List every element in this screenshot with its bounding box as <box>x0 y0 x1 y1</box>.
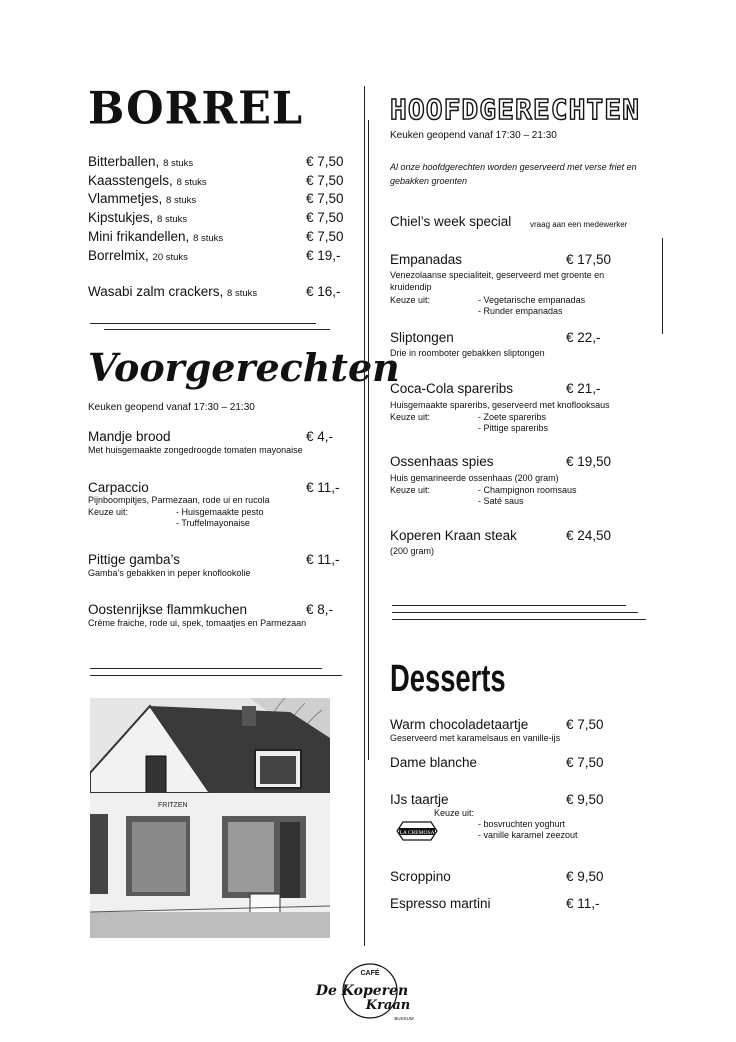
logo-line2: Kraan <box>365 998 411 1013</box>
item-name: Sliptongen <box>390 330 454 345</box>
sign-text: FRITZEN <box>158 802 188 809</box>
item-price: € 21,- <box>566 381 601 396</box>
borrel-item <box>88 191 348 209</box>
item-price: € 7,50 <box>306 173 344 188</box>
logo-cafe: CAFÉ <box>360 970 380 977</box>
item-name: Scroppino <box>390 869 451 884</box>
item-price: € 7,50 <box>566 755 604 770</box>
item-name: Pittige gamba’s <box>88 552 181 567</box>
desserts-title: Desserts <box>390 658 506 700</box>
item-name: IJs taartje <box>390 792 449 807</box>
item-name: Warm chocoladetaartje <box>390 717 529 732</box>
item-name: Koperen Kraan steak <box>390 528 517 543</box>
divider <box>392 605 626 606</box>
choice-option: - Runder empanadas <box>478 306 563 316</box>
item-note: 8 stuks <box>157 214 188 225</box>
borrel-item <box>88 173 348 191</box>
borrel-item <box>88 210 348 228</box>
item-name: Borrelmix, <box>88 248 149 263</box>
item-price: € 11,- <box>306 480 340 495</box>
item-name: Carpaccio <box>88 480 149 495</box>
voorgerechten-subtitle: Keuken geopend vanaf 17:30 – 21:30 <box>88 402 255 413</box>
item-price: € 9,50 <box>566 869 604 884</box>
item-description: Huis gemarineerde ossenhaas (200 gram) <box>390 473 559 483</box>
item-name: Kipstukjes, <box>88 210 154 225</box>
item-description: Crème fraiche, rode ui, spek, tomaatjes en Parmezaan <box>88 618 307 628</box>
item-description: Geserveerd met karamelsaus en vanille-ijs <box>390 733 561 743</box>
item-name: Mini frikandellen, <box>88 229 190 244</box>
choice-label: Keuze uit: <box>88 507 129 517</box>
choice-label: Keuze uit: <box>434 808 475 818</box>
choice-label: Keuze uit: <box>390 295 431 305</box>
item-price: € 8,- <box>306 602 334 617</box>
item-name: Coca-Cola spareribs <box>390 381 514 396</box>
item-description: Venezolaanse specialiteit, geserveerd met groente en kruidendip <box>390 270 605 292</box>
borrel-item <box>88 248 348 266</box>
item-name: Wasabi zalm crackers, <box>88 284 224 299</box>
choice-option: - Champignon roomsaus <box>478 485 577 495</box>
item-price: € 16,- <box>306 284 341 299</box>
column-divider <box>368 120 369 760</box>
divider <box>90 668 322 669</box>
item-note: 8 stuks <box>193 233 224 244</box>
divider <box>392 619 646 620</box>
item-note: 8 stuks <box>176 177 207 188</box>
item-description: Pijnboompitjes, Parmezaan, rode ui en rucola <box>88 495 270 505</box>
choice-option: - Truffelmayonaise <box>176 518 250 528</box>
choice-option: - Pittige spareribs <box>478 423 549 433</box>
item-name: Mandje brood <box>88 429 171 444</box>
item-price: € 4,- <box>306 429 334 444</box>
borrel-item <box>88 284 348 302</box>
divider <box>392 612 638 613</box>
divider <box>90 675 342 676</box>
badge-text: LA CREMOSA <box>399 830 435 836</box>
item-note: 20 stuks <box>152 252 188 263</box>
logo-place: BUSSUM <box>394 1016 414 1021</box>
borrel-title: BORREL <box>88 82 304 136</box>
item-name: Kaasstengels, <box>88 173 173 188</box>
item-price: € 19,50 <box>566 454 612 469</box>
borrel-item <box>88 229 348 247</box>
choice-option: - Huisgemaakte pesto <box>176 507 264 517</box>
item-description: Met huisgemaakte zongedroogde tomaten mayonaise <box>88 445 303 455</box>
item-name: Dame blanche <box>390 755 478 770</box>
item-price: € 7,50 <box>566 717 604 732</box>
item-price: € 7,50 <box>306 210 344 225</box>
item-price: € 11,- <box>566 896 600 911</box>
special-name: Chiel’s week special <box>390 214 512 229</box>
cafe-building-photo <box>90 698 330 938</box>
item-description: Drie in roomboter gebakken sliptongen <box>390 348 545 358</box>
choice-option: - Vegetarische empanadas <box>478 295 586 305</box>
item-note: 8 stuks <box>227 288 258 299</box>
item-price: € 7,50 <box>306 191 344 206</box>
hoofdgerechten-subtitle: Keuken geopend vanaf 17:30 – 21:30 <box>390 130 557 141</box>
cafe-logo <box>312 958 424 1024</box>
borrel-item <box>88 154 348 172</box>
divider <box>104 329 330 330</box>
la-cremosa-badge <box>393 820 441 842</box>
item-price: € 7,50 <box>306 154 344 169</box>
item-description: (200 gram) <box>390 546 435 556</box>
item-price: € 9,50 <box>566 792 604 807</box>
divider <box>90 323 316 324</box>
item-name: Ossenhaas spies <box>390 454 494 469</box>
item-price: € 24,50 <box>566 528 612 543</box>
item-name: Oostenrijkse flammkuchen <box>88 602 248 617</box>
column-divider <box>364 86 365 946</box>
item-price: € 17,50 <box>566 252 612 267</box>
hoofdgerechten-note: Al onze hoofdgerechten worden geserveerd met verse friet en gebakken groenten <box>390 162 637 186</box>
item-name: Empanadas <box>390 252 463 267</box>
item-price: € 11,- <box>306 552 340 567</box>
choice-option: - Zoete spareribs <box>478 412 547 422</box>
item-note: 8 stuks <box>163 158 194 169</box>
item-name: Espresso martini <box>390 896 491 911</box>
choice-label: Keuze uit: <box>390 412 431 422</box>
choice-option: - bosvruchten yoghurt <box>478 819 566 829</box>
hoofdgerechten-title: HOOFDGERECHTEN <box>390 93 641 126</box>
choice-option: - vanille karamel zeezout <box>478 830 578 840</box>
choice-label: Keuze uit: <box>390 485 431 495</box>
item-price: € 19,- <box>306 248 341 263</box>
logo-line1: De Koperen <box>315 983 409 999</box>
item-name: Vlammetjes, <box>88 191 163 206</box>
item-note: 8 stuks <box>166 195 197 206</box>
item-price: € 7,50 <box>306 229 344 244</box>
item-description: Huisgemaakte spareribs, geserveerd met knoflooksaus <box>390 400 610 410</box>
voorgerechten-title: Voorgerechten <box>88 345 400 390</box>
item-name: Bitterballen, <box>88 154 160 169</box>
side-rule <box>662 238 663 334</box>
special-note: vraag aan een medewerker <box>530 220 628 229</box>
choice-option: - Saté saus <box>478 496 524 506</box>
item-price: € 22,- <box>566 330 601 345</box>
item-description: Gamba’s gebakken in peper knoflookolie <box>88 568 251 578</box>
